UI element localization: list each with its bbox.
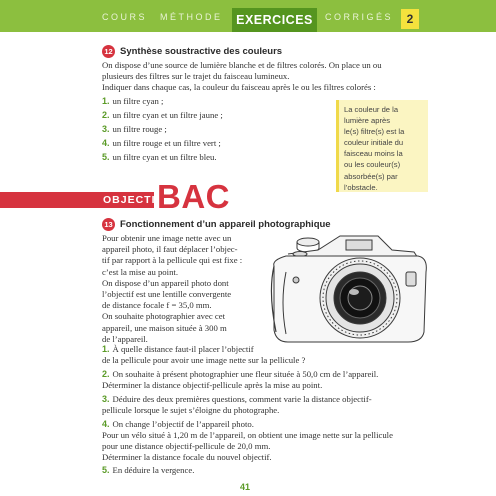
nav-corriges[interactable]: CORRIGÉS [325, 12, 394, 22]
question-line: On change l’objectif de l’appareil photo. [112, 419, 254, 429]
question-number: 5. [102, 465, 110, 475]
note-line: faisceau moins la [344, 149, 403, 159]
objectif-banner: OBJECTIF [0, 192, 154, 208]
question-2 [102, 369, 378, 391]
exercise-12-intro [102, 60, 382, 94]
item-number: 3. [102, 124, 110, 134]
intro-line: l’objectif est une lentille convergente [102, 289, 232, 300]
intro-line: On souhaite photographier avec cet [102, 311, 226, 322]
question-4 [102, 419, 393, 463]
note-line: absorbée(s) par [344, 171, 398, 181]
note-line: couleur initiale du [344, 138, 404, 148]
question-line: Pour un vélo situé à 1,20 m de l’appareil, on obtient une image nette sur la pellicule [102, 430, 393, 440]
exercise-12-item-5 [102, 152, 217, 163]
exercise-12-number: 12 [102, 45, 115, 58]
question-line: de la pellicule pour avoir une image nette sur la pellicule ? [102, 355, 306, 365]
exercise-12-item-2 [102, 110, 223, 121]
note-line: ou les couleur(s) [344, 160, 401, 170]
exercise-13-number: 13 [102, 218, 115, 231]
question-line: On souhaite à présent photographier une fleur située à 50,0 cm de l’appareil. [112, 369, 379, 379]
intro-line: appareil, une maison située à 300 m [102, 322, 227, 333]
question-1 [102, 344, 305, 366]
exercise-13-title: Fonctionnement d’un appareil photographique [120, 219, 331, 230]
question-line: pellicule lorsque le sujet s’éloigne du photographe. [102, 405, 280, 415]
item-text: un filtre cyan et un filtre bleu. [112, 152, 217, 162]
intro-line: de distance focale f = 35,0 mm. [102, 300, 212, 311]
intro-line: Indiquer dans chaque cas, la couleur du faisceau après le ou les filtres colorés : [102, 82, 376, 93]
item-number: 1. [102, 96, 110, 106]
intro-line: On dispose d’un appareil photo dont [102, 277, 229, 288]
exercise-13-intro [102, 233, 242, 345]
page-number: 41 [240, 482, 251, 492]
exercise-12-item-3 [102, 124, 167, 135]
intro-line: de l’appareil. [102, 333, 148, 344]
item-text: un filtre cyan ; [112, 96, 164, 106]
exercise-12-title: Synthèse soustractive des couleurs [120, 46, 283, 57]
exercise-12-item-1 [102, 96, 163, 107]
nav-methode[interactable]: MÉTHODE [160, 12, 223, 22]
exercise-13-heading [102, 218, 331, 231]
note-line: lumière après [344, 116, 391, 126]
note-line: le(s) filtre(s) est la [344, 127, 405, 137]
question-line: pour une distance objectif-pellicule de 20,0 mm. [102, 441, 271, 451]
question-number: 3. [102, 394, 110, 404]
intro-line: c’est la mise au point. [102, 266, 178, 277]
intro-line: Pour obtenir une image nette avec un [102, 233, 232, 243]
item-text: un filtre cyan et un filtre jaune ; [112, 110, 223, 120]
question-line: Déduire des deux premières questions, comment varie la distance objectif- [112, 394, 372, 404]
question-line: En déduire la vergence. [112, 465, 195, 475]
question-number: 2. [102, 369, 110, 379]
nav-cours[interactable]: COURS [102, 12, 148, 22]
item-number: 4. [102, 138, 110, 148]
item-number: 5. [102, 152, 110, 162]
item-number: 2. [102, 110, 110, 120]
intro-line: plusieurs des filtres sur le trajet du faisceau lumineux. [102, 71, 290, 82]
camera-illustration [268, 232, 430, 348]
question-line: À quelle distance faut-il placer l’objectif [112, 344, 254, 354]
item-text: un filtre rouge et un filtre vert ; [112, 138, 221, 148]
note-line: l’obstacle. [344, 182, 378, 192]
question-line: Déterminer la distance focale du nouvel objectif. [102, 452, 272, 462]
chapter-number-badge: 2 [401, 9, 419, 29]
nav-exercices-active[interactable]: EXERCICES [232, 8, 317, 32]
intro-line: On dispose d’une source de lumière blanche et de filtres colorés. On place un ou [102, 60, 382, 70]
exercise-12-heading [102, 45, 282, 58]
question-number: 1. [102, 344, 110, 354]
note-line: La couleur de la [344, 105, 399, 114]
question-5 [102, 465, 194, 476]
item-text: un filtre rouge ; [112, 124, 167, 134]
hint-note [336, 100, 428, 192]
intro-line: tif par rapport à la pellicule qui est fixe : [102, 255, 243, 266]
question-3 [102, 394, 372, 416]
question-number: 4. [102, 419, 110, 429]
bac-heading: BAC [157, 178, 230, 215]
exercise-12-item-4 [102, 138, 221, 149]
intro-line: appareil photo, il faut déplacer l’objec- [102, 244, 238, 255]
question-line: Déterminer la distance objectif-pellicule après la mise au point. [102, 380, 323, 390]
